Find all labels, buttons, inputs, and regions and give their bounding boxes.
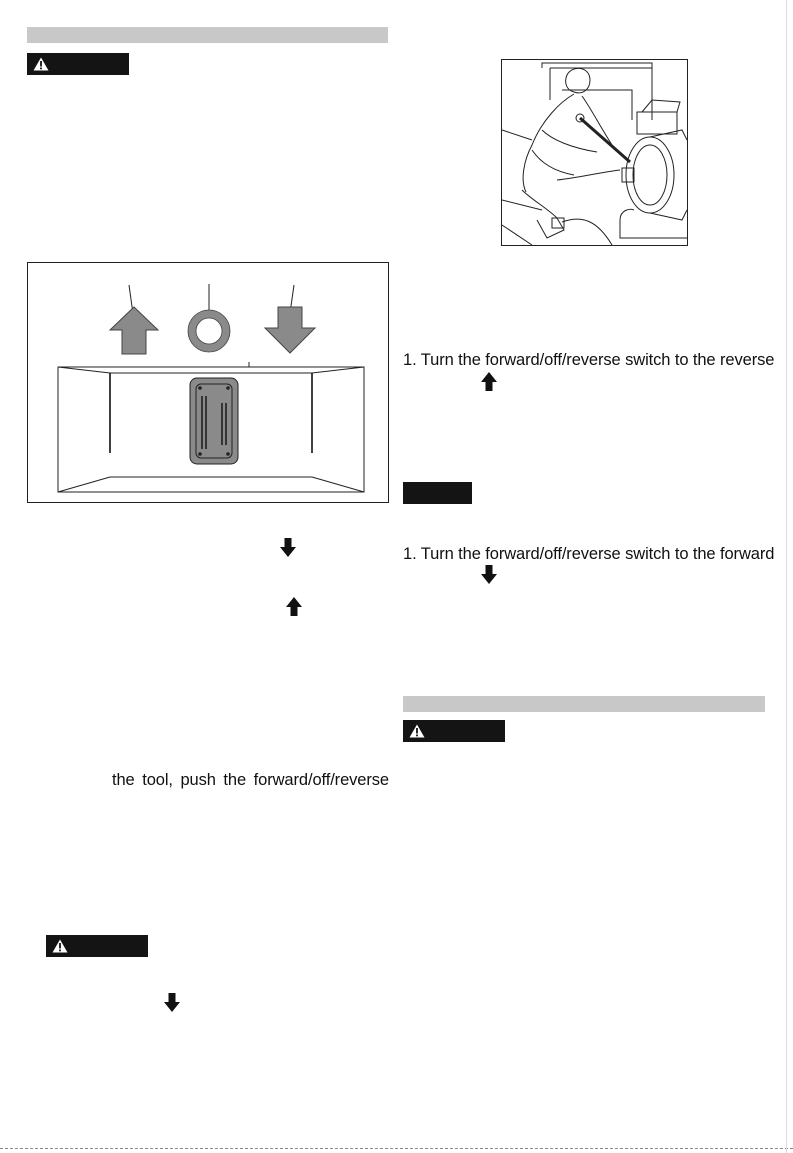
arrow-down-icon [164,993,180,1012]
right-edge-line [786,0,787,1153]
arrow-down-icon [481,565,497,584]
section-header-bar-right [403,696,765,712]
warning-tag-bottom-left [46,935,148,957]
arrow-up-icon [286,597,302,616]
rocker-switch [190,378,238,464]
page-bottom-rule [0,1148,793,1149]
text-line-switch: the tool, push the forward/off/reverse [112,771,389,789]
switch-diagram-figure [27,262,389,503]
switch-diagram [28,263,388,502]
arrow-up-icon [110,307,158,354]
warning-triangle-icon [409,724,425,738]
arrow-down-icon [265,307,315,353]
drain-cleaner-operator-figure [502,60,687,245]
operator-illustration [501,59,688,246]
warning-tag-top-left [27,53,129,75]
step-reverse: 1. Turn the forward/off/reverse switch to the reverse [403,351,775,369]
ring-off-icon [192,314,226,348]
warning-triangle-icon [33,57,49,71]
step-forward: 1. Turn the forward/off/reverse switch to the forward [403,545,775,563]
arrow-up-icon [481,372,497,391]
notice-tag [403,482,472,504]
section-header-bar-left [27,27,388,43]
arrow-down-icon [280,538,296,557]
warning-tag-right [403,720,505,742]
warning-triangle-icon [52,939,68,953]
